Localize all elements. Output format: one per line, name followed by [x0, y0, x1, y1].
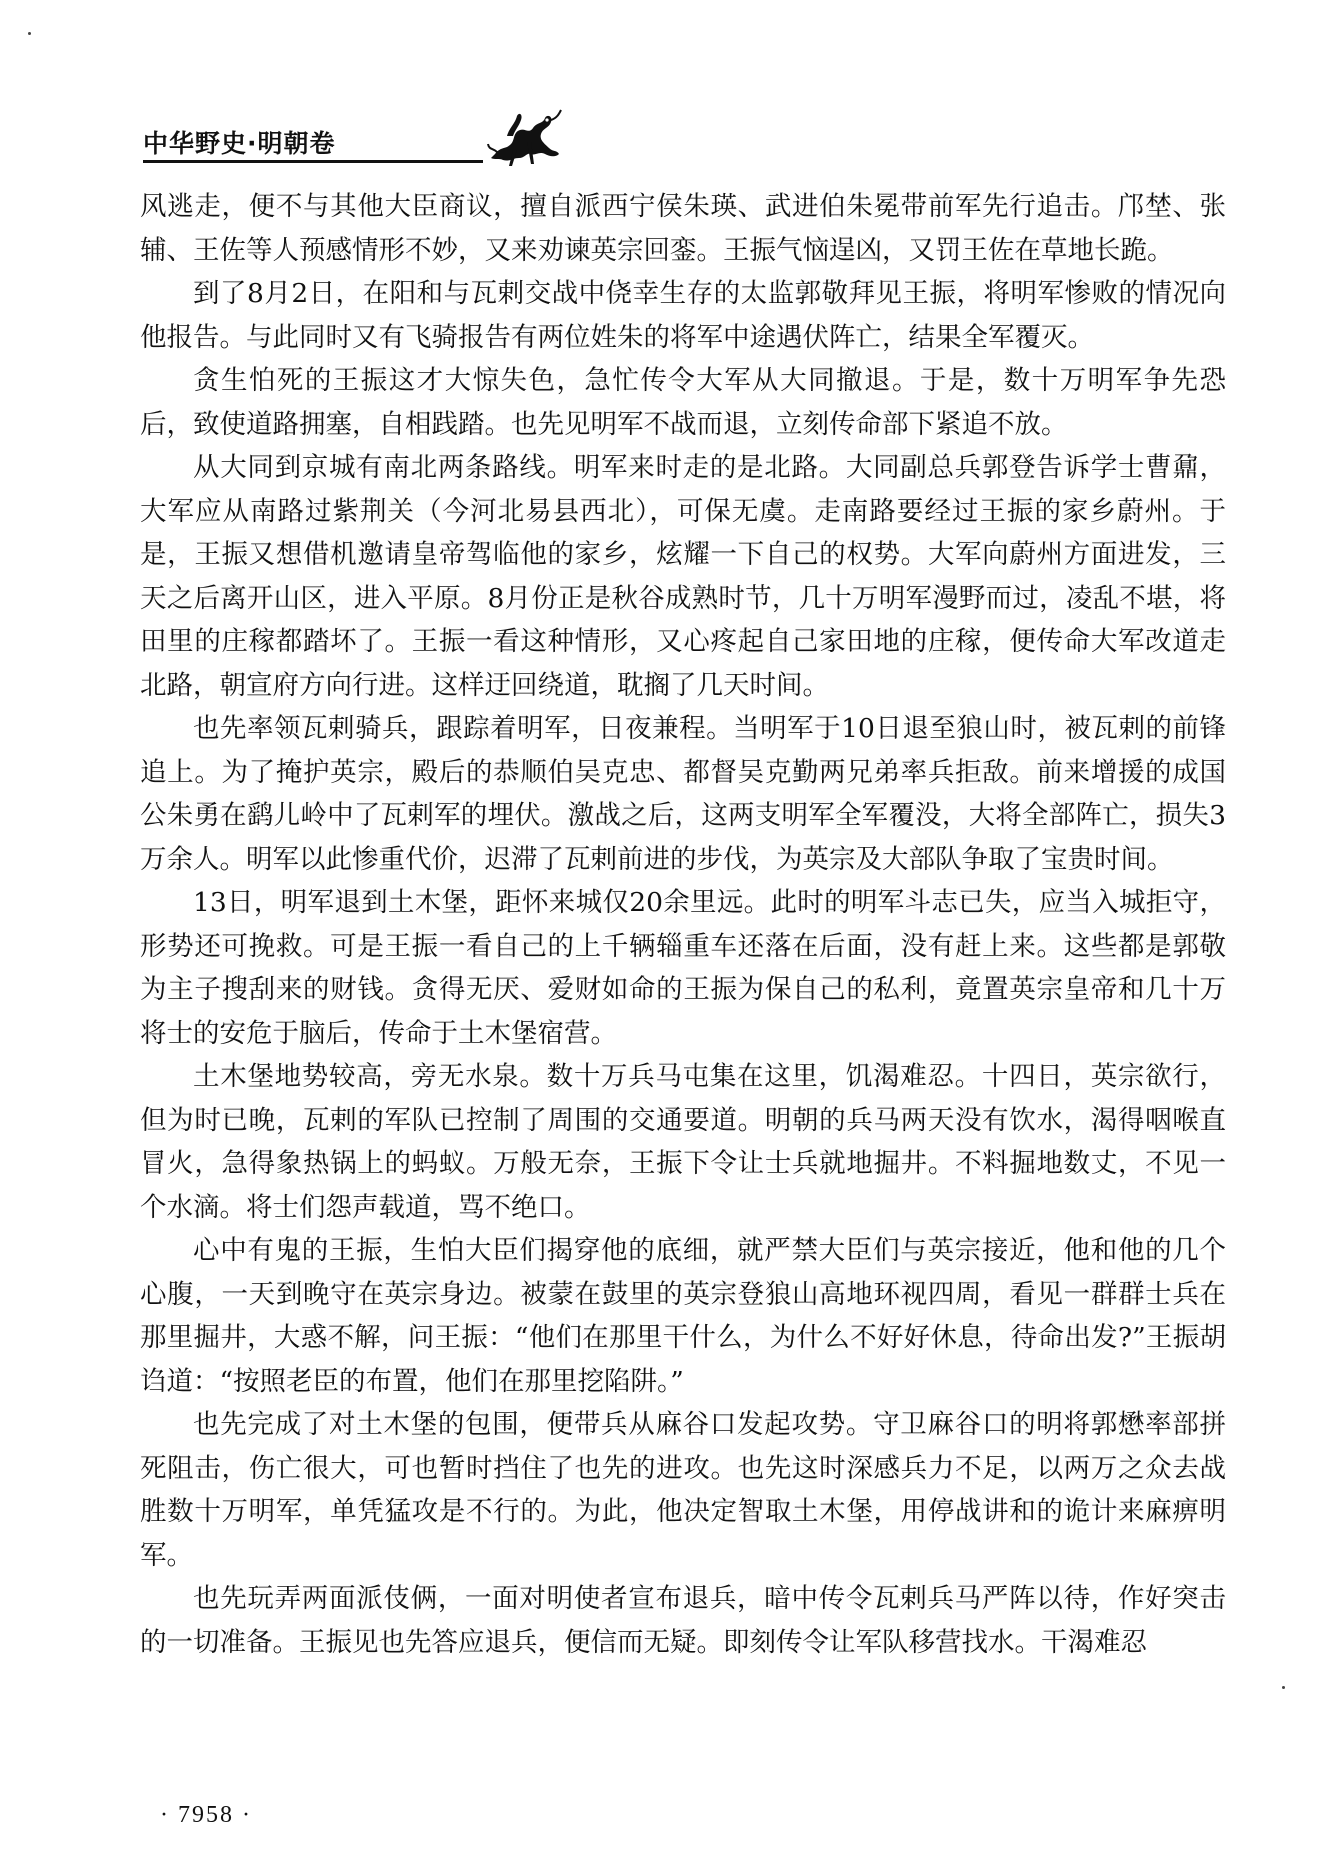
book-title: 中华野史·明朝卷: [143, 129, 336, 158]
paragraph: 也先玩弄两面派伎俩，一面对明使者宣布退兵，暗中传令瓦剌兵马严阵以待，作好突击的一切准备。王振见也先答应退兵，便信而无疑。即刻传令让军队移营找水。干渴难忍: [140, 1583, 1226, 1658]
paragraph: 到了8月2日，在阳和与瓦剌交战中侥幸生存的太监郭敬拜见王振，将明军惨败的情况向他报告。与此同时又有飞骑报告有两位姓朱的将军中途遇伏阵亡，结果全军覆灭。: [140, 278, 1226, 353]
paragraph: 贪生怕死的王振这才大惊失色，急忙传令大军从大同撤退。于是，数十万明军争先恐后，致使道路拥塞，自相践踏。也先见明军不战而退，立刻传命部下紧追不放。: [140, 365, 1226, 440]
page-header: [143, 108, 1243, 168]
paragraph: 土木堡地势较高，旁无水泉。数十万兵马屯集在这里，饥渴难忍。十四日，英宗欲行，但为时已晚，瓦剌的军队已控制了周围的交通要道。明朝的兵马两天没有饮水，渴得咽喉直冒火，急得象热锅上的蚂蚁。万般无奈，王振下令让士兵就地掘井。不料掘地数丈，不见一个水滴。将士们怨声载道，骂不绝口。: [140, 1061, 1226, 1223]
paragraph: 13日，明军退到土木堡，距怀来城仅20余里远。此时的明军斗志已失，应当入城拒守，形势还可挽救。可是王振一看自己的上千辆辎重车还落在后面，没有赶上来。这些都是郭敬为主子搜刮来的财钱。贪得无厌、爱财如命的王振为保自己的私利，竟置英宗皇帝和几十万将士的安危于脑后，传命于土木堡宿营。: [140, 887, 1226, 1049]
paragraph: 从大同到京城有南北两条路线。明军来时走的是北路。大同副总兵郭登告诉学士曹鼐，大军应从南路过紫荆关（今河北易县西北），可保无虞。走南路要经过王振的家乡蔚州。于是，王振又想借机邀请皇帝驾临他的家乡，炫耀一下自己的权势。大军向蔚州方面进发，三天之后离开山区，进入平原。8月份正是秋谷成熟时节，几十万明军漫野而过，凌乱不堪，将田里的庄稼都踏坏了。王振一看这种情形，又心疼起自己家田地的庄稼，便传命大军改道走北路，朝宣府方向行进。这样迂回绕道，耽搁了几天时间。: [140, 452, 1226, 701]
header-rule: [143, 160, 483, 163]
body-text: [140, 185, 1226, 1664]
dragon-icon: [487, 106, 562, 168]
scan-speck: [1282, 1686, 1285, 1689]
page-number: · 7958 ·: [160, 1802, 252, 1828]
paragraph: 风逃走，便不与其他大臣商议，擅自派西宁侯朱瑛、武进伯朱冕带前军先行追击。邝埜、张辅、王佐等人预感情形不妙，又来劝谏英宗回銮。王振气恼逞凶，又罚王佐在草地长跪。: [140, 191, 1226, 266]
paragraph: 也先完成了对土木堡的包围，便带兵从麻谷口发起攻势。守卫麻谷口的明将郭懋率部拼死阻击，伤亡很大，可也暂时挡住了也先的进攻。也先这时深感兵力不足，以两万之众去战胜数十万明军，单凭猛攻是不行的。为此，他决定智取土木堡，用停战讲和的诡计来麻痹明军。: [140, 1409, 1226, 1571]
scan-speck: [28, 32, 31, 35]
paragraph: 也先率领瓦剌骑兵，跟踪着明军，日夜兼程。当明军于10日退至狼山时，被瓦剌的前锋追上。为了掩护英宗，殿后的恭顺伯吴克忠、都督吴克勤两兄弟率兵拒敌。前来增援的成国公朱勇在鹞儿岭中了瓦剌军的埋伏。激战之后，这两支明军全军覆没，大将全部阵亡，损失3万余人。明军以此惨重代价，迟滞了瓦剌前进的步伐，为英宗及大部队争取了宝贵时间。: [140, 713, 1226, 875]
paragraph: 心中有鬼的王振，生怕大臣们揭穿他的底细，就严禁大臣们与英宗接近，他和他的几个心腹，一天到晚守在英宗身边。被蒙在鼓里的英宗登狼山高地环视四周，看见一群群士兵在那里掘井，大惑不解，问王振：“他们在那里干什么，为什么不好好休息，待命出发?”王振胡诌道：“按照老臣的布置，他们在那里挖陷阱。”: [140, 1235, 1226, 1397]
